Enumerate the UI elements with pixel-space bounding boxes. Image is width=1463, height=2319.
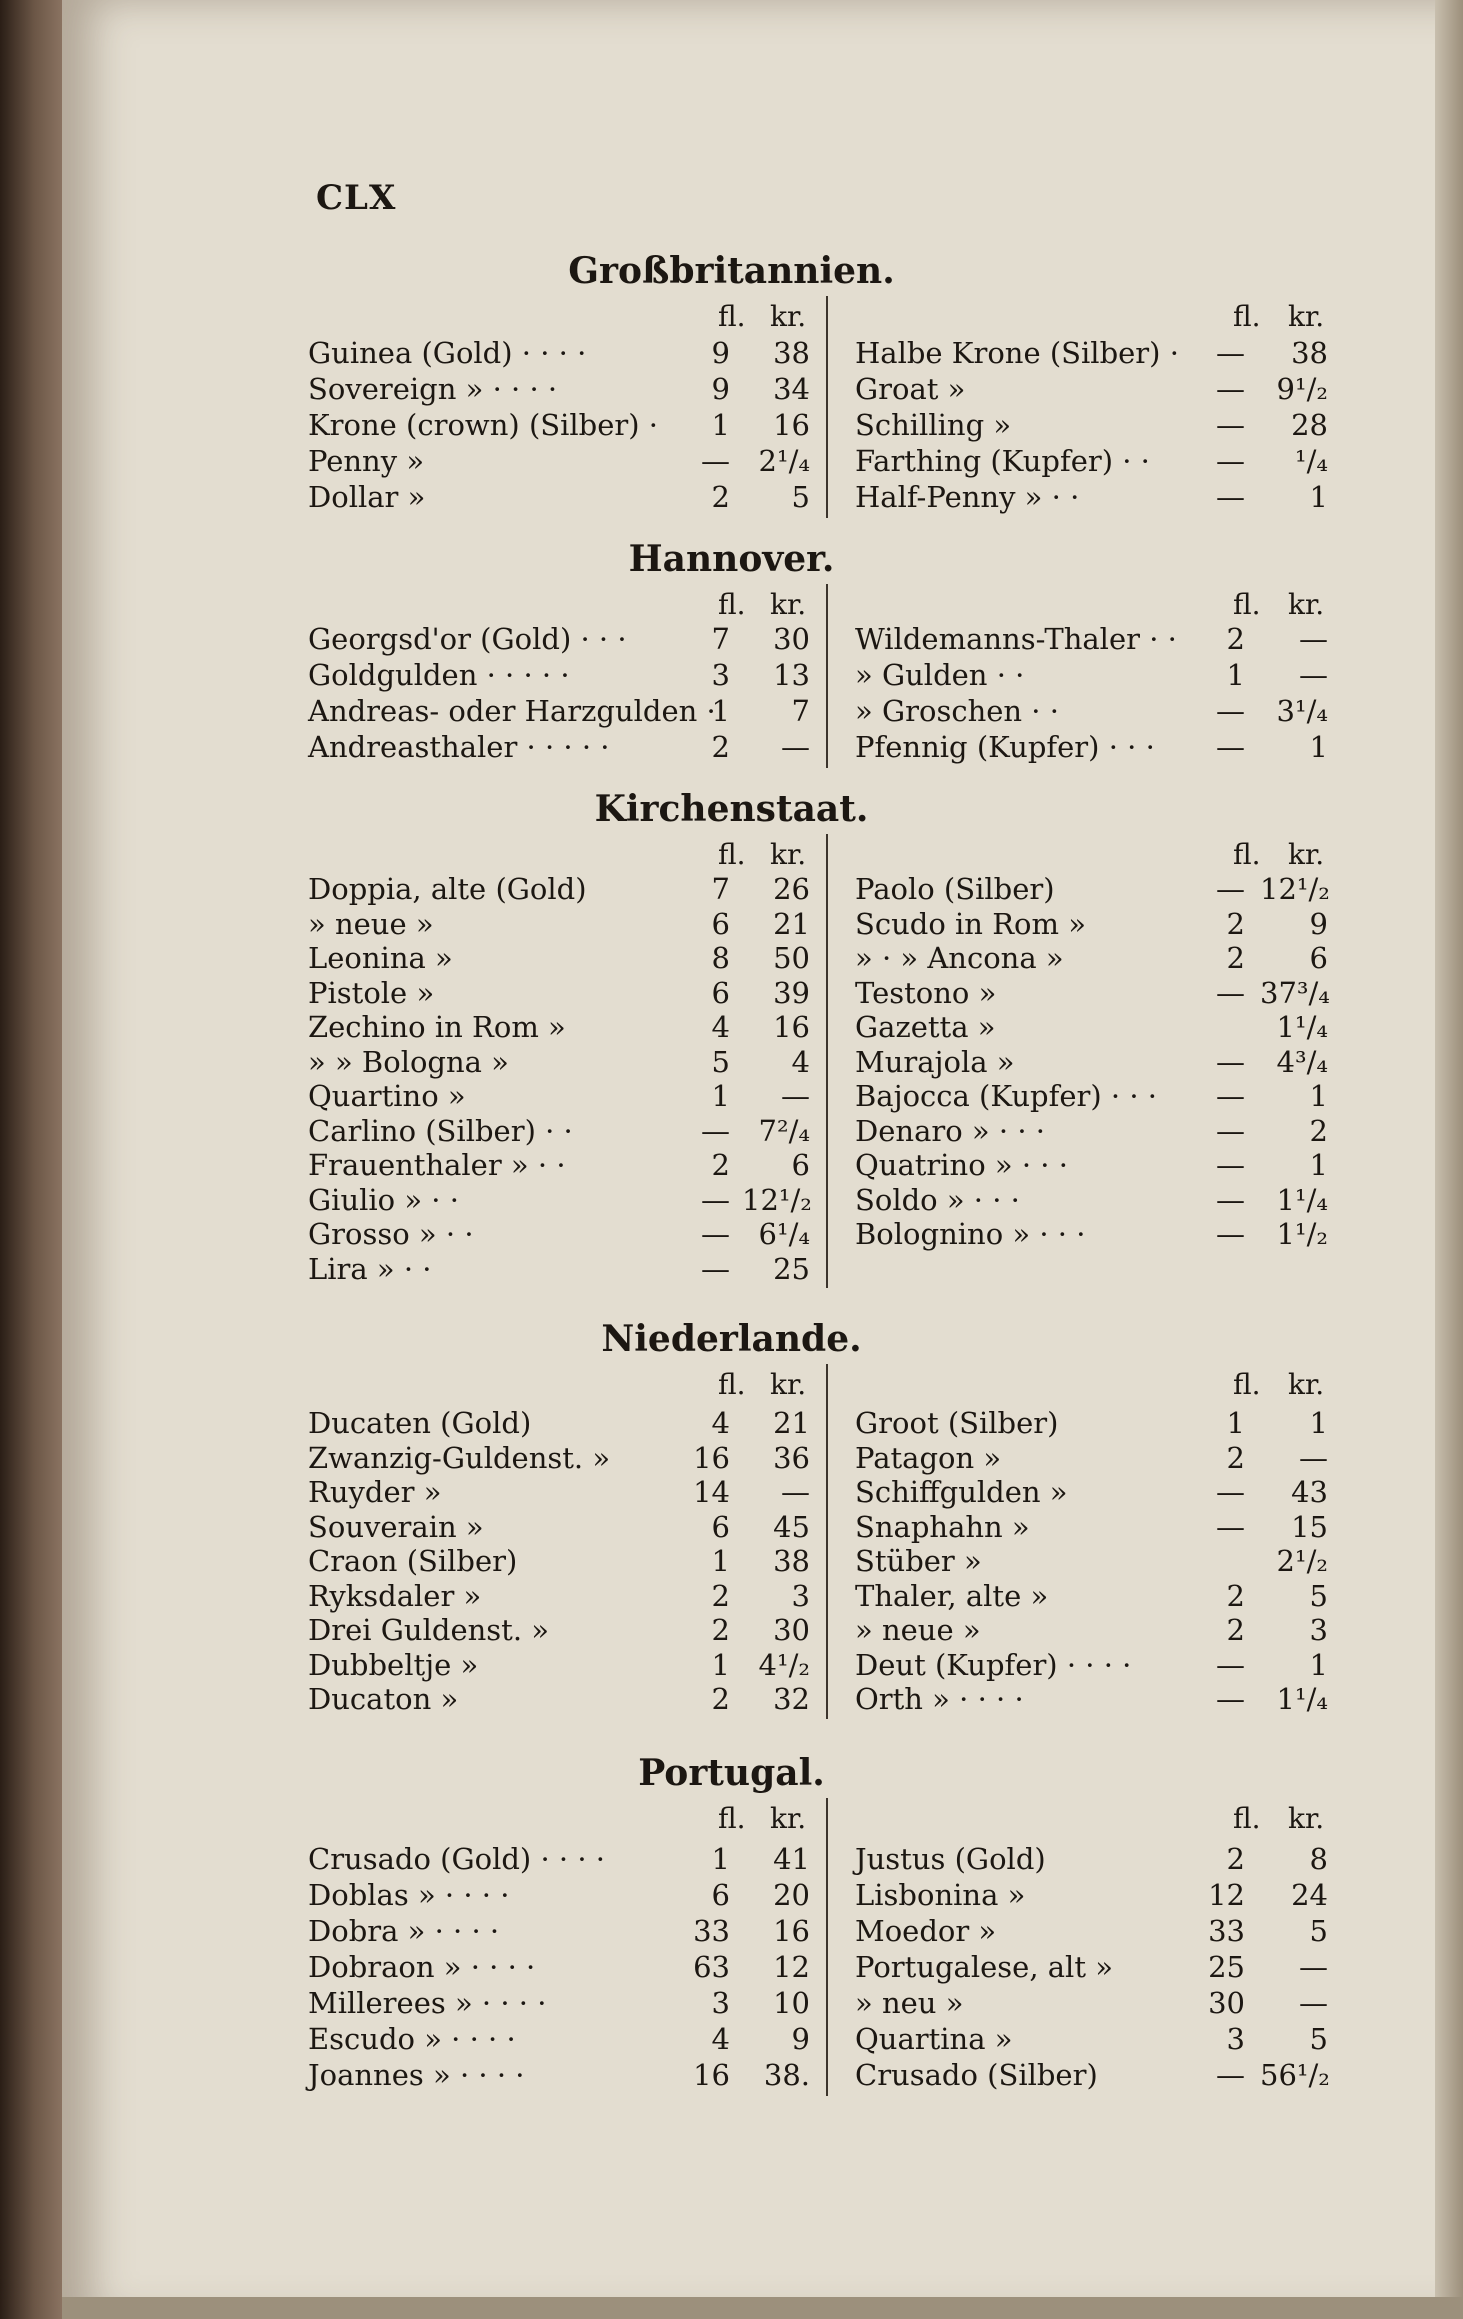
value-fl: 63 — [693, 1950, 730, 1984]
value-kr: 7²/₄ — [758, 1113, 810, 1148]
value-fl: 8 — [711, 941, 730, 975]
value-kr: 38 — [773, 336, 810, 370]
column-header-fl: fl. — [718, 1802, 746, 1835]
value-kr: 5 — [1309, 1578, 1328, 1613]
coin-name: Dubbeltje » — [308, 1647, 479, 1682]
value-kr: 28 — [1291, 408, 1328, 442]
value-fl: — — [1216, 1148, 1245, 1182]
column-header-fl: fl. — [718, 838, 746, 871]
value-fl: — — [1216, 336, 1245, 370]
value-fl: 1 — [1226, 658, 1245, 692]
column-header-kr: kr. — [770, 838, 807, 871]
value-kr: 1 — [1309, 730, 1328, 764]
coin-name: Georgsd'or (Gold) · · · — [308, 622, 627, 656]
table-row — [0, 1842, 1463, 1876]
coin-name: » » Bologna » — [308, 1044, 509, 1079]
value-kr: 7 — [791, 694, 810, 728]
value-kr: 1¹/₄ — [1276, 1010, 1328, 1044]
value-fl: 7 — [711, 872, 730, 906]
value-kr: 45 — [773, 1509, 810, 1544]
value-fl: 5 — [711, 1044, 730, 1079]
value-kr: 3 — [1309, 1613, 1328, 1647]
section-title: Großbritannien. — [568, 250, 895, 292]
value-kr: 6 — [1309, 941, 1328, 975]
value-fl: — — [701, 1251, 730, 1286]
coin-name: Halbe Krone (Silber) · — [855, 336, 1179, 370]
column-header-fl: fl. — [718, 1368, 746, 1401]
value-fl: 6 — [711, 1878, 730, 1912]
value-kr: 4³/₄ — [1276, 1044, 1328, 1079]
value-kr: 9 — [1309, 906, 1328, 941]
value-fl: 2 — [711, 1578, 730, 1613]
coin-name: Snaphahn » — [855, 1509, 1030, 1544]
value-fl: 1 — [711, 1079, 730, 1113]
value-fl: 4 — [711, 1010, 730, 1044]
coin-name: Testono » — [855, 975, 997, 1010]
coin-name: Bajocca (Kupfer) · · · — [855, 1079, 1158, 1113]
coin-name: Escudo » · · · · — [308, 2022, 516, 2056]
coin-name: Quartino » — [308, 1079, 466, 1113]
column-header-fl: fl. — [1233, 838, 1261, 871]
column-divider — [826, 1798, 828, 2096]
coin-name: Denaro » · · · — [855, 1113, 1045, 1148]
coin-name: Justus (Gold) — [855, 1842, 1046, 1876]
page-number: CLX — [316, 178, 397, 218]
value-kr: 41 — [773, 1842, 810, 1876]
value-fl: 3 — [711, 658, 730, 692]
table-row — [0, 907, 1463, 941]
coin-name: » · » Ancona » — [855, 941, 1064, 975]
coin-name: Drei Guldenst. » — [308, 1613, 550, 1647]
column-header-kr: kr. — [1288, 1368, 1325, 1401]
value-fl: 2 — [711, 1613, 730, 1647]
value-fl: 16 — [693, 2058, 730, 2092]
coin-name: Groot (Silber) — [855, 1406, 1059, 1440]
value-fl: 4 — [711, 2022, 730, 2056]
value-fl: — — [1216, 444, 1245, 478]
value-kr: 1 — [1309, 480, 1328, 514]
value-fl: 3 — [1226, 2022, 1245, 2056]
coin-name: Dobra » · · · · — [308, 1914, 500, 1948]
value-fl: 6 — [711, 975, 730, 1010]
value-kr: 21 — [773, 906, 810, 941]
value-fl: 6 — [711, 906, 730, 941]
coin-name: Lira » · · — [308, 1251, 432, 1286]
table-row — [0, 1114, 1463, 1148]
value-fl: 7 — [711, 622, 730, 656]
coin-name: Dollar » — [308, 480, 426, 514]
coin-name: » neue » — [308, 906, 434, 941]
table-row — [0, 1079, 1463, 1113]
table-row — [0, 1613, 1463, 1647]
coin-name: Gazetta » — [855, 1010, 996, 1044]
coin-name: Crusado (Gold) · · · · — [308, 1842, 605, 1876]
table-row — [0, 1878, 1463, 1912]
column-header-kr: kr. — [1288, 838, 1325, 871]
value-fl: — — [1216, 975, 1245, 1010]
coin-name: Millerees » · · · · — [308, 1986, 547, 2020]
column-header-fl: fl. — [718, 588, 746, 621]
table-row — [0, 658, 1463, 692]
value-kr: 9 — [791, 2022, 810, 2056]
table-row — [0, 1544, 1463, 1578]
value-kr: 4 — [791, 1044, 810, 1079]
page-edge-bottom — [62, 2297, 1463, 2319]
coin-name: Quartina » — [855, 2022, 1013, 2056]
value-fl: 33 — [1208, 1914, 1245, 1948]
coin-name: Zechino in Rom » — [308, 1010, 566, 1044]
value-kr: 12¹/₂ — [742, 1182, 812, 1217]
value-fl: 1 — [711, 1647, 730, 1682]
value-fl: — — [1216, 1509, 1245, 1544]
value-fl: 25 — [1208, 1950, 1245, 1984]
value-fl: — — [701, 1113, 730, 1148]
column-header-kr: kr. — [1288, 588, 1325, 621]
value-kr: 20 — [773, 1878, 810, 1912]
value-kr: 1¹/₄ — [1276, 1182, 1328, 1217]
coin-name: Giulio » · · — [308, 1182, 459, 1217]
value-kr: 1 — [1309, 1647, 1328, 1682]
value-kr: 16 — [773, 1010, 810, 1044]
value-kr: 30 — [773, 1613, 810, 1647]
value-kr: — — [1299, 1950, 1328, 1984]
value-fl: — — [1216, 1079, 1245, 1113]
column-divider — [826, 1364, 828, 1719]
table-row — [0, 444, 1463, 478]
column-header-kr: kr. — [770, 300, 807, 333]
value-kr: 21 — [773, 1406, 810, 1440]
value-fl: 4 — [711, 1406, 730, 1440]
value-fl: — — [1216, 1182, 1245, 1217]
value-fl: 2 — [1226, 941, 1245, 975]
table-row — [0, 2058, 1463, 2092]
coin-name: Grosso » · · — [308, 1217, 474, 1251]
table-row — [0, 1950, 1463, 1984]
value-kr: 34 — [773, 372, 810, 406]
table-row — [0, 730, 1463, 764]
value-kr: 3 — [791, 1578, 810, 1613]
column-header-fl: fl. — [718, 300, 746, 333]
value-kr: — — [1299, 1440, 1328, 1475]
value-fl: — — [1216, 372, 1245, 406]
value-kr: 36 — [773, 1440, 810, 1475]
coin-name: Soldo » · · · — [855, 1182, 1020, 1217]
value-fl: 16 — [693, 1440, 730, 1475]
column-divider — [826, 296, 828, 518]
coin-name: Guinea (Gold) · · · · — [308, 336, 587, 370]
value-kr: 30 — [773, 622, 810, 656]
table-row — [0, 1406, 1463, 1440]
value-kr: 38 — [773, 1544, 810, 1578]
coin-name: Wildemanns-Thaler · · — [855, 622, 1177, 656]
value-kr: 4¹/₂ — [758, 1647, 810, 1682]
table-row — [0, 1648, 1463, 1682]
value-fl: 2 — [711, 730, 730, 764]
coin-name: Ruyder » — [308, 1475, 442, 1509]
coin-name: Sovereign » · · · · — [308, 372, 558, 406]
value-kr: 6 — [791, 1148, 810, 1182]
coin-name: » Groschen · · — [855, 694, 1059, 728]
coin-name: » Gulden · · — [855, 658, 1025, 692]
table-row — [0, 1217, 1463, 1251]
value-kr: 5 — [1309, 1914, 1328, 1948]
value-fl: 1 — [1226, 1406, 1245, 1440]
table-row — [0, 622, 1463, 656]
coin-name: Dobraon » · · · · — [308, 1950, 536, 1984]
value-kr: 38 — [1291, 336, 1328, 370]
value-kr: 12 — [773, 1950, 810, 1984]
column-divider — [826, 834, 828, 1288]
value-kr: 1 — [1309, 1148, 1328, 1182]
value-fl: — — [1216, 1647, 1245, 1682]
table-row — [0, 1914, 1463, 1948]
value-fl: 2 — [1226, 622, 1245, 656]
table-row — [0, 372, 1463, 406]
column-header-kr: kr. — [770, 588, 807, 621]
table-row — [0, 408, 1463, 442]
coin-name: Farthing (Kupfer) · · — [855, 444, 1150, 478]
value-kr: 50 — [773, 941, 810, 975]
value-fl: — — [1216, 480, 1245, 514]
coin-name: Doppia, alte (Gold) — [308, 872, 587, 906]
coin-name: Pfennig (Kupfer) · · · — [855, 730, 1155, 764]
table-row — [0, 480, 1463, 514]
coin-name: Lisbonina » — [855, 1878, 1026, 1912]
value-kr: 39 — [773, 975, 810, 1010]
value-fl: 2 — [711, 1148, 730, 1182]
table-row — [0, 1148, 1463, 1182]
value-fl: 6 — [711, 1509, 730, 1544]
value-kr: — — [1299, 622, 1328, 656]
value-kr: 26 — [773, 872, 810, 906]
value-kr: 5 — [791, 480, 810, 514]
value-kr: 15 — [1291, 1509, 1328, 1544]
value-kr: — — [781, 730, 810, 764]
coin-name: Andreas- oder Harzgulden · — [308, 694, 716, 728]
value-kr: 24 — [1291, 1878, 1328, 1912]
table-row — [0, 694, 1463, 728]
coin-name: Scudo in Rom » — [855, 906, 1086, 941]
coin-name: » neue » — [855, 1613, 981, 1647]
section-title: Portugal. — [638, 1752, 825, 1794]
coin-name: Moedor » — [855, 1914, 997, 1948]
value-fl: 33 — [693, 1914, 730, 1948]
value-fl: 1 — [711, 694, 730, 728]
value-kr: 2¹/₂ — [1276, 1544, 1328, 1578]
coin-name: Penny » — [308, 444, 425, 478]
value-fl: — — [1216, 1475, 1245, 1509]
section-title: Kirchenstaat. — [594, 788, 869, 830]
column-header-fl: fl. — [1233, 1368, 1261, 1401]
value-fl: 2 — [1226, 1578, 1245, 1613]
coin-name: Deut (Kupfer) · · · · — [855, 1647, 1132, 1682]
table-row — [0, 941, 1463, 975]
value-fl: — — [1216, 1217, 1245, 1251]
value-fl: 2 — [1226, 1440, 1245, 1475]
value-fl: 2 — [711, 1682, 730, 1716]
table-row — [0, 1682, 1463, 1716]
coin-name: Leonina » — [308, 941, 453, 975]
coin-name: Murajola » — [855, 1044, 1015, 1079]
coin-name: Krone (crown) (Silber) · — [308, 408, 659, 442]
value-kr: — — [1299, 1986, 1328, 2020]
value-fl: — — [1216, 1682, 1245, 1716]
value-fl: — — [701, 1217, 730, 1251]
table-row — [0, 872, 1463, 906]
table-row — [0, 1510, 1463, 1544]
coin-name: Groat » — [855, 372, 966, 406]
value-kr: 38. — [763, 2058, 810, 2092]
coin-name: Zwanzig-Guldenst. » — [308, 1440, 611, 1475]
coin-name: Half-Penny » · · — [855, 480, 1080, 514]
value-fl: 1 — [711, 1842, 730, 1876]
column-header-kr: kr. — [1288, 300, 1325, 333]
value-fl: 2 — [711, 480, 730, 514]
coin-name: Ryksdaler » — [308, 1578, 482, 1613]
coin-name: Portugalese, alt » — [855, 1950, 1113, 1984]
value-fl: — — [1216, 408, 1245, 442]
value-kr: 1¹/₂ — [1276, 1217, 1328, 1251]
value-kr: 9¹/₂ — [1276, 372, 1328, 406]
value-fl: 9 — [711, 372, 730, 406]
value-fl: — — [701, 1182, 730, 1217]
value-kr: 32 — [773, 1682, 810, 1716]
value-kr: — — [781, 1475, 810, 1509]
coin-name: Crusado (Silber) — [855, 2058, 1098, 2092]
value-kr: 56¹/₂ — [1260, 2058, 1330, 2092]
column-header-fl: fl. — [1233, 300, 1261, 333]
value-fl: 14 — [693, 1475, 730, 1509]
table-row — [0, 1252, 1463, 1286]
column-header-fl: fl. — [1233, 588, 1261, 621]
coin-name: Andreasthaler · · · · · — [308, 730, 610, 764]
coin-name: Bolognino » · · · — [855, 1217, 1086, 1251]
column-header-kr: kr. — [770, 1802, 807, 1835]
value-kr: 2¹/₄ — [758, 444, 810, 478]
table-row — [0, 2022, 1463, 2056]
value-fl: 30 — [1208, 1986, 1245, 2020]
column-header-fl: fl. — [1233, 1802, 1261, 1835]
table-row — [0, 1045, 1463, 1079]
section-title: Hannover. — [628, 538, 835, 580]
value-fl: — — [1216, 694, 1245, 728]
coin-name: Paolo (Silber) — [855, 872, 1055, 906]
coin-name: Orth » · · · · — [855, 1682, 1024, 1716]
value-kr: 13 — [773, 658, 810, 692]
column-header-kr: kr. — [770, 1368, 807, 1401]
value-fl: — — [701, 444, 730, 478]
coin-name: Quatrino » · · · — [855, 1148, 1068, 1182]
value-kr: 3¹/₄ — [1276, 694, 1328, 728]
value-kr: 16 — [773, 408, 810, 442]
value-fl: — — [1216, 1113, 1245, 1148]
value-kr: — — [781, 1079, 810, 1113]
value-kr: 43 — [1291, 1475, 1328, 1509]
value-kr: 37³/₄ — [1260, 975, 1330, 1010]
coin-name: Doblas » · · · · — [308, 1878, 510, 1912]
value-kr: 25 — [773, 1251, 810, 1286]
value-kr: 12¹/₂ — [1260, 872, 1330, 906]
value-fl: 2 — [1226, 1842, 1245, 1876]
value-kr: 1¹/₄ — [1276, 1682, 1328, 1716]
value-kr: 1 — [1309, 1079, 1328, 1113]
table-row — [0, 1475, 1463, 1509]
value-fl: — — [1216, 1044, 1245, 1079]
value-kr: 10 — [773, 1986, 810, 2020]
value-fl: 2 — [1226, 1613, 1245, 1647]
table-row — [0, 1183, 1463, 1217]
column-divider — [826, 584, 828, 768]
table-row — [0, 1441, 1463, 1475]
table-row — [0, 1986, 1463, 2020]
coin-name: » neu » — [855, 1986, 964, 2020]
value-fl: — — [1216, 730, 1245, 764]
value-fl: 9 — [711, 336, 730, 370]
coin-name: Carlino (Silber) · · — [308, 1113, 573, 1148]
coin-name: Stüber » — [855, 1544, 982, 1578]
value-fl: 1 — [711, 408, 730, 442]
value-kr: 8 — [1309, 1842, 1328, 1876]
coin-name: Ducaton » — [308, 1682, 459, 1716]
value-kr: 6¹/₄ — [758, 1217, 810, 1251]
coin-name: Ducaten (Gold) — [308, 1406, 532, 1440]
value-fl: 12 — [1208, 1878, 1245, 1912]
value-kr: 1 — [1309, 1406, 1328, 1440]
value-fl: — — [1216, 2058, 1245, 2092]
value-kr: 2 — [1309, 1113, 1328, 1148]
value-fl: 3 — [711, 1986, 730, 2020]
value-fl: 2 — [1226, 906, 1245, 941]
value-fl: 1 — [711, 1544, 730, 1578]
value-kr: 5 — [1309, 2022, 1328, 2056]
coin-name: Patagon » — [855, 1440, 1002, 1475]
coin-name: Schilling » — [855, 408, 1012, 442]
value-kr: ¹/₄ — [1294, 444, 1328, 478]
table-row — [0, 1010, 1463, 1044]
table-row — [0, 1579, 1463, 1613]
coin-name: Pistole » — [308, 975, 435, 1010]
coin-name: Joannes » · · · · — [308, 2058, 525, 2092]
section-title: Niederlande. — [601, 1318, 862, 1360]
coin-name: Thaler, alte » — [855, 1578, 1049, 1613]
coin-name: Frauenthaler » · · — [308, 1148, 566, 1182]
coin-name: Souverain » — [308, 1509, 484, 1544]
value-fl: — — [1216, 872, 1245, 906]
value-kr: 16 — [773, 1914, 810, 1948]
table-row — [0, 976, 1463, 1010]
value-kr: — — [1299, 658, 1328, 692]
coin-name: Schiffgulden » — [855, 1475, 1068, 1509]
coin-name: Goldgulden · · · · · — [308, 658, 570, 692]
column-header-kr: kr. — [1288, 1802, 1325, 1835]
table-row — [0, 336, 1463, 370]
coin-name: Craon (Silber) — [308, 1544, 518, 1578]
